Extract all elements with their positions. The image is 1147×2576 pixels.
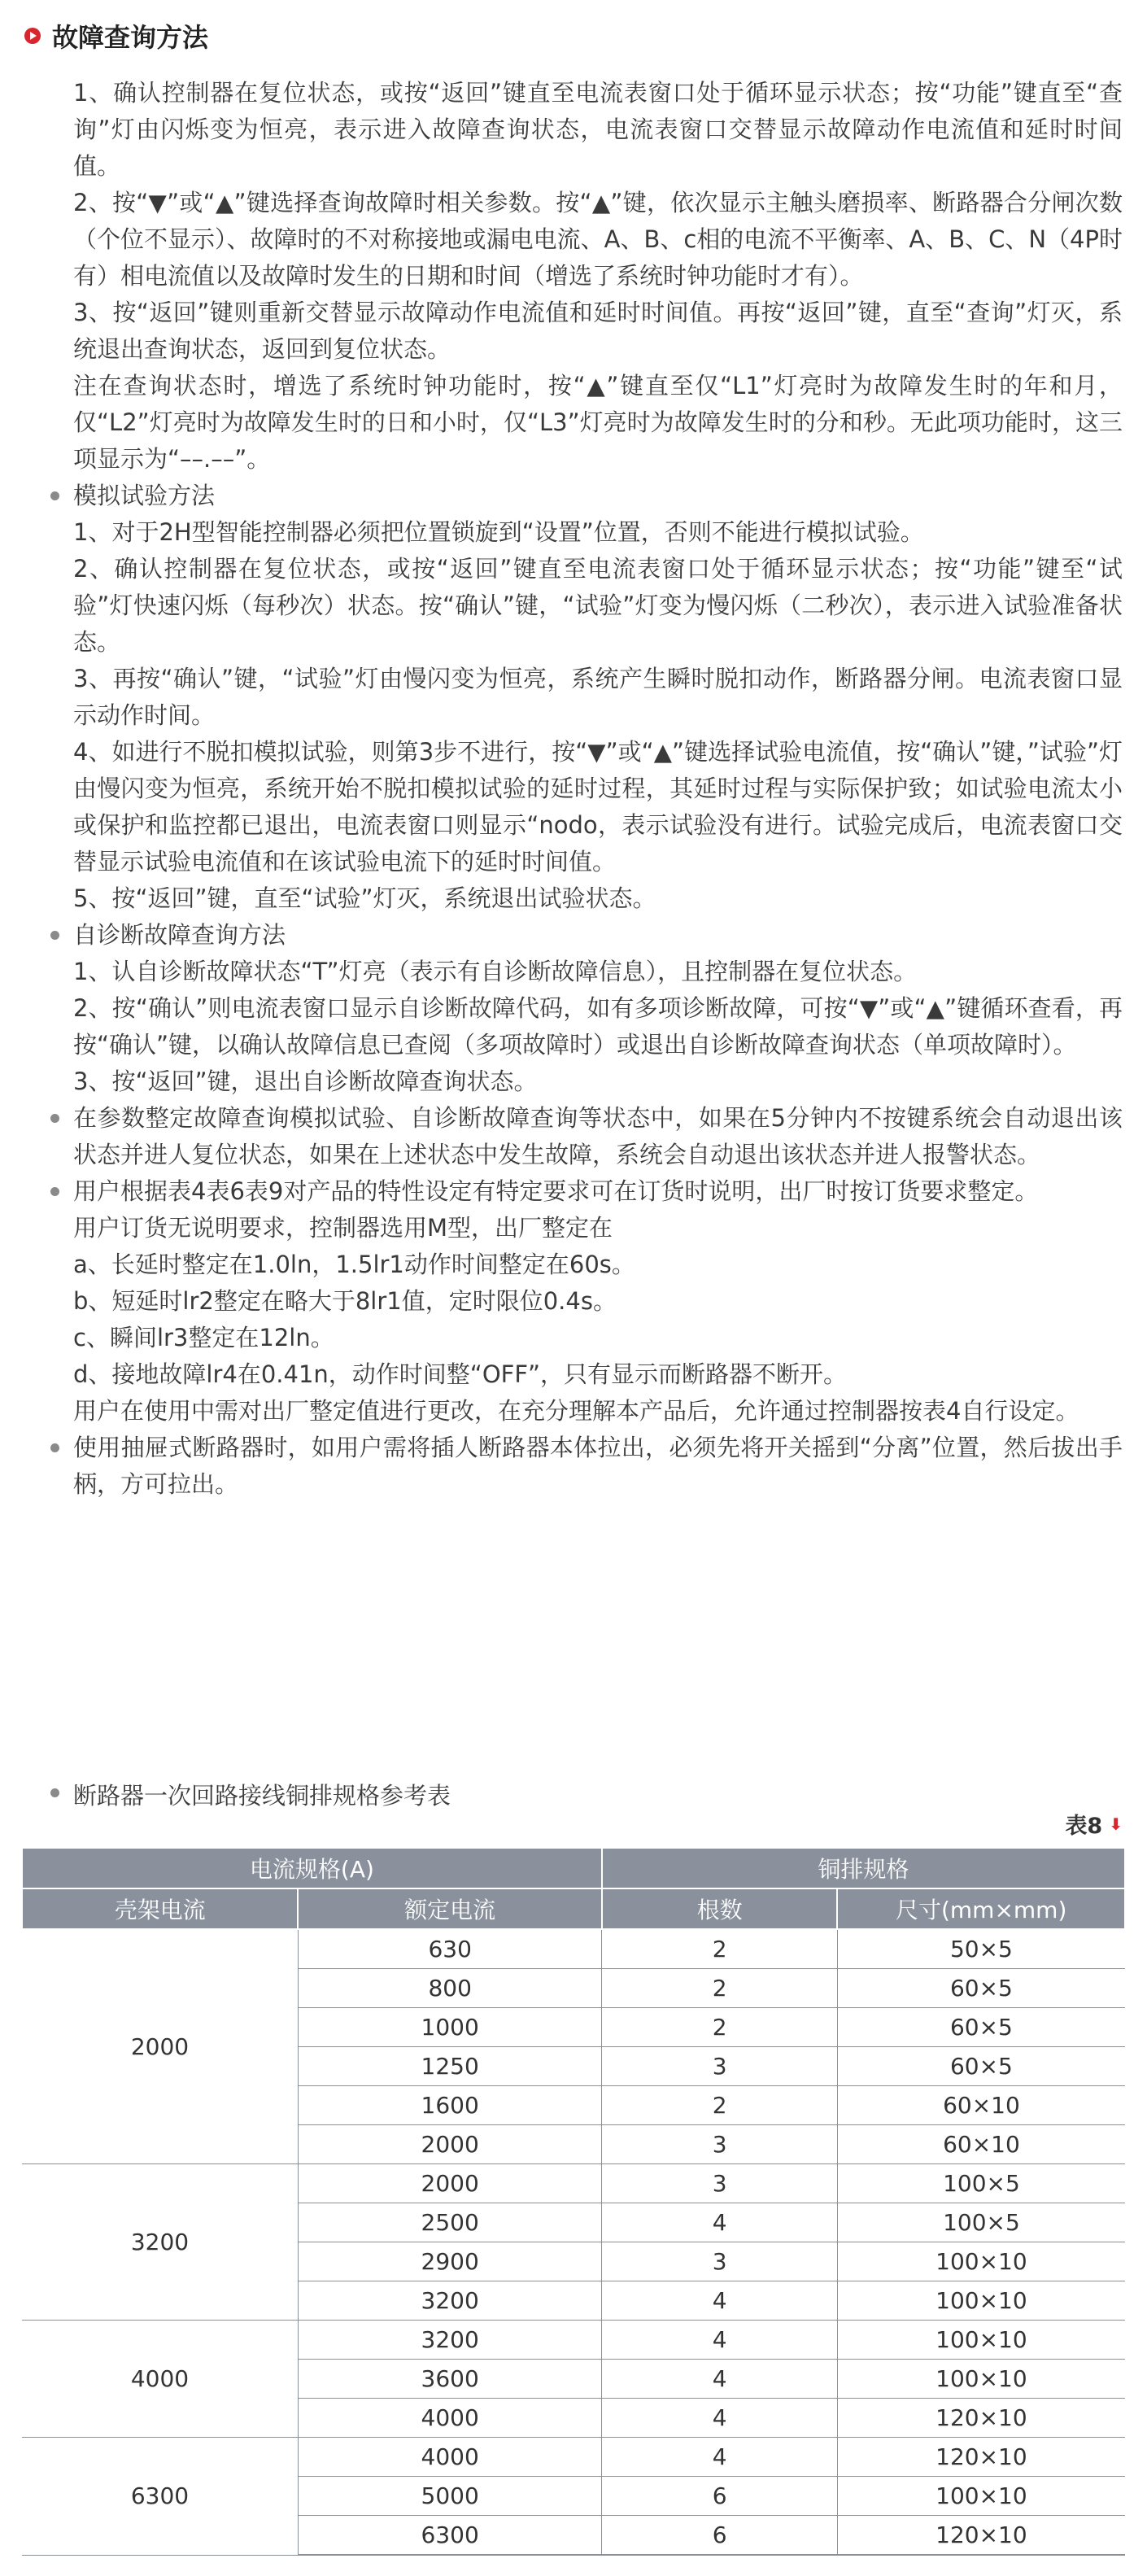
rated-current-cell: 1250 [298,2047,601,2086]
bar-size-cell: 60×5 [837,1969,1125,2008]
bar-count-cell: 6 [602,2516,837,2556]
bar-size-cell: 100×10 [837,2242,1125,2281]
bar-size-cell: 60×5 [837,2008,1125,2047]
rated-current-cell: 5000 [298,2477,601,2516]
paragraph: 注在查询状态时，增选了系统时钟功能时，按“▲”键直至仅“L1”灯亮时为故障发生时的年和月，仅“L2”灯亮时为故障发生时的日和小时，仅“L3”灯亮时为故障发生时的分和秒。无此项功能时，这三项显示为“––.––”。 [73,372,1123,473]
bar-size-cell: 100×10 [837,2281,1125,2321]
rated-current-cell: 4000 [298,2399,601,2438]
bullet-paragraph: 自诊断故障查询方法 [73,917,1123,954]
paragraph: 用户在使用中需对出厂整定值进行更改，在充分理解本产品后，允许通过控制器按表4自行设定。 [73,1397,1079,1425]
bar-size-cell: 120×10 [837,2438,1125,2477]
bullet-paragraph: 使用抽屉式断路器时，如用户需将插人断路器本体拉出，必须先将开关摇到“分离”位置，然后拔出手柄，方可拉出。 [73,1430,1123,1503]
bar-count-cell: 2 [602,1929,837,1969]
bar-size-cell: 120×10 [837,2399,1125,2438]
paragraph: 1、认自诊断故障状态“T”灯亮（表示有自诊断故障信息），且控制器在复位状态。 [73,958,918,985]
copper-bar-spec-table [21,1847,1126,2556]
rated-current-cell: 800 [298,1969,601,2008]
paragraph: 1、确认控制器在复位状态，或按“返回”键直至电流表窗口处于循环显示状态；按“功能”键直至“查询”灯由闪烁变为恒亮，表示进入故障查询状态，电流表窗口交替显示故障动作电流值和延时时间值。 [73,79,1123,180]
rated-current-cell: 4000 [298,2438,601,2477]
rated-current-cell: 3200 [298,2281,601,2321]
table-sub-header-row [22,1888,1125,1929]
paragraph: 2、按“确认”则电流表窗口显示自诊断故障代码，如有多项诊断故障，可按“▼”或“▲”键循环查看，再按“确认”键，以确认故障信息已查阅（多项故障时）或退出自诊断故障查询状态（单项故障时）。 [73,994,1123,1059]
rated-current-cell: 2900 [298,2242,601,2281]
rated-current-cell: 2000 [298,2164,601,2203]
paragraph: 1、对于2H型智能控制器必须把位置锁旋到“设置”位置，否则不能进行模拟试验。 [73,518,924,546]
rated-current-cell: 2000 [298,2125,601,2164]
bullet-paragraph: 在参数整定故障查询模拟试验、自诊断故障查询等状态中，如果在5分钟内不按键系统会自动退出该状态并进人复位状态，如果在上述状态中发生故障，系统会自动退出该状态并进人报警状态。 [73,1100,1123,1173]
bar-count-cell: 4 [602,2321,837,2360]
bar-count-cell: 4 [602,2203,837,2242]
col-header-count: 根数 [602,1888,837,1929]
bar-size-cell: 50×5 [837,1929,1125,1969]
section-header [24,13,208,59]
paragraph: 5、按“返回”键，直至“试验”灯灭，系统退出试验状态。 [73,884,656,912]
bar-size-cell: 100×5 [837,2203,1125,2242]
bar-size-cell: 100×5 [837,2164,1125,2203]
frame-current-cell: 4000 [22,2321,298,2438]
paragraph: a、长延时整定在1.0ln，1.5lr1动作时间整定在60s。 [73,1251,635,1278]
paragraph: 3、按“返回”键则重新交替显示故障动作电流值和延时时间值。再按“返回”键，直至“查询”灯灭，系统退出查询状态，返回到复位状态。 [73,299,1123,363]
frame-current-cell: 2000 [22,1929,298,2164]
rated-current-cell: 1600 [298,2086,601,2125]
col-header-frame: 壳架电流 [22,1888,298,1929]
table-row [22,2164,1125,2203]
bar-size-cell: 60×10 [837,2086,1125,2125]
rated-current-cell: 3200 [298,2321,601,2360]
bar-size-cell: 100×10 [837,2477,1125,2516]
section-title: 故障查询方法 [52,22,209,53]
paragraph: 3、再按“确认”键，“试验”灯由慢闪变为恒亮，系统产生瞬时脱扣动作，断路器分闸。电流表窗口显示动作时间。 [73,665,1123,729]
bar-count-cell: 3 [602,2125,837,2164]
paragraph: c、瞬间lr3整定在12ln。 [73,1324,334,1351]
bar-count-cell: 2 [602,2008,837,2047]
bar-count-cell: 3 [602,2164,837,2203]
paragraph: d、接地故障lr4在0.41n，动作时间整“OFF”，只有显示而断路器不断开。 [73,1360,848,1388]
table-row [22,2321,1125,2360]
rated-current-cell: 2500 [298,2203,601,2242]
table-tag-label: 表8 [1065,1814,1103,1839]
frame-current-cell: 6300 [22,2438,298,2556]
bar-count-cell: 3 [602,2242,837,2281]
col-header-rated: 额定电流 [298,1888,601,1929]
bar-size-cell: 120×10 [837,2516,1125,2556]
bar-size-cell: 100×10 [837,2360,1125,2399]
group-header-current: 电流规格(A) [22,1848,602,1888]
bar-count-cell: 2 [602,1969,837,2008]
bar-size-cell: 100×10 [837,2321,1125,2360]
rated-current-cell: 3600 [298,2360,601,2399]
paragraph: b、短延时lr2整定在略大于8lr1值，定时限位0.4s。 [73,1287,617,1315]
paragraph: 3、按“返回”键，退出自诊断故障查询状态。 [73,1068,538,1095]
bar-count-cell: 4 [602,2399,837,2438]
paragraph: 2、按“▼”或“▲”键选择查询故障时相关参数。按“▲”键，依次显示主触头磨损率、断路器合分闸次数（个位不显示）、故障时的不对称接地或漏电电流、A、B、c相的电流不平衡率、A、B、C、N（4P时有）相电流值以及故障时发生的日期和时间（增选了系统时钟功能时才有）。 [73,189,1123,290]
instructions-body [73,75,1123,1503]
frame-current-cell: 3200 [22,2164,298,2321]
paragraph: 用户订货无说明要求，控制器选用M型，出厂整定在 [73,1214,613,1242]
rated-current-cell: 1000 [298,2008,601,2047]
bar-count-cell: 4 [602,2438,837,2477]
paragraph: 2、确认控制器在复位状态，或按“返回”键直至电流表窗口处于循环显示状态；按“功能”键至“试验”灯快速闪烁（每秒次）状态。按“确认”键，“试验”灯变为慢闪烁（二秒次），表示进入试验准备状态。 [73,555,1123,656]
bar-count-cell: 4 [602,2360,837,2399]
group-header-copper: 铜排规格 [602,1848,1125,1888]
rated-current-cell: 6300 [298,2516,601,2556]
paragraph: 4、如进行不脱扣模拟试验，则第3步不进行，按“▼”或“▲”键选择试验电流值，按“确认”键，”试验”灯由慢闪变为恒亮，系统开始不脱扣模拟试验的延时过程，其延时过程与实际保护致；如试验电流太小或保护和监控都已退出，电流表窗口则显示“nodo，表示试验没有进行。试验完成后，电流表窗口交替显示试验电流值和在该试验电流下的延时时间值。 [73,738,1123,875]
table-title: 断路器一次回路接线铜排规格参考表 [73,1782,451,1810]
bullet-paragraph: 模拟试验方法 [73,478,1123,514]
table-tag [1065,1808,1123,1840]
bar-count-cell: 4 [602,2281,837,2321]
play-bullet-icon [24,28,41,44]
bar-size-cell: 60×5 [837,2047,1125,2086]
bar-count-cell: 6 [602,2477,837,2516]
table-row [22,2438,1125,2477]
bullet-paragraph: 用户根据表4表6表9对产品的特性设定有特定要求可在订货时说明，出厂时按订货要求整定。 [73,1173,1123,1210]
table-title-bullet-icon [50,1788,59,1797]
table-row [22,1929,1125,1969]
bar-count-cell: 2 [602,2086,837,2125]
bar-count-cell: 3 [602,2047,837,2086]
bar-size-cell: 60×10 [837,2125,1125,2164]
rated-current-cell: 630 [298,1929,601,1969]
col-header-size: 尺寸(mm×mm) [837,1888,1125,1929]
table-group-header-row [22,1848,1125,1888]
download-arrow-icon: ⬇ [1109,1814,1123,1834]
